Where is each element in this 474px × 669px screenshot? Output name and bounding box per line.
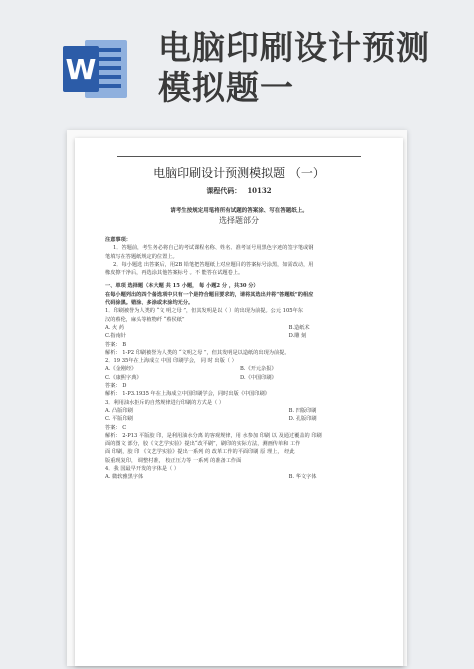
notes-heading: 注意事项： xyxy=(105,237,131,243)
question-1-options-row-1 xyxy=(105,324,375,332)
question-2-options-row-1 xyxy=(105,365,375,373)
word-document-icon xyxy=(61,34,131,104)
question-4: 4．我 国最早开发的字体是（ ） xyxy=(105,466,180,473)
question-3-answer: 答案： C xyxy=(105,424,127,431)
question-1-explanation: 解析： 1-P2 印刷被誉为人类的 “文明之母 ”，但其发明是以造纸的出现为前提。 xyxy=(105,349,290,356)
section-heading: 选择题部分 xyxy=(219,216,259,225)
note-2-line-1: 2．每小题选 出答案后，用2B 铅笔把答题纸上对应题目的答案标号涂黑，如需改动，用 xyxy=(113,261,314,268)
option: A. 凸版印刷 xyxy=(105,407,133,414)
question-3-explanation-3: 面 印刷，胶 印 《文艺学实验》提出一系列 的 改革工作的平面印刷 原 理上， 经此 xyxy=(105,449,295,456)
question-4-options-row-1 xyxy=(105,473,375,481)
question-3-options-row-2 xyxy=(105,415,375,423)
note-1-line-2: 笔填写在答题纸规定的位置上。 xyxy=(105,253,178,260)
question-3-explanation-1: 解析： 2-P13 平版胶 印，是利用油水分离 的客观规律，用 水参加 印刷 以 及通过覆盖的 印刷 xyxy=(105,432,322,439)
question-3-options-row-1 xyxy=(105,407,375,415)
course-code-label: 课程代码： xyxy=(206,186,242,195)
question-1-options-row-2 xyxy=(105,332,375,340)
option: B.《开元杂报》 xyxy=(240,366,277,373)
question-3-explanation-4: 版重现复印， 调整村准， 校正压力等 一系列 的准备工作面 xyxy=(105,457,242,464)
option: B. 凹版印刷 xyxy=(288,407,317,414)
document-body xyxy=(105,236,375,482)
note-2-line-2: 橡皮擦干净后，再选涂其他答案标号 。不 能答在试题卷上。 xyxy=(105,270,244,277)
option: B.造纸术 xyxy=(288,324,310,331)
document-title: 电脑印刷设计预测模拟题 （一） xyxy=(153,166,325,180)
question-1-cont: 汉的蔡伦，麻头等植物纤 “蔡侯纸” xyxy=(105,316,185,323)
banner-title: 电脑印刷设计预测模拟题一 xyxy=(158,28,430,107)
part-1-rule-2: 代码涂黑。错涂、多涂或未涂均无分。 xyxy=(105,300,194,307)
question-1-answer: 答案： B xyxy=(105,341,127,348)
course-code-value: 10132 xyxy=(247,186,272,195)
option: C.《康熙字典》 xyxy=(105,374,142,381)
course-code-line xyxy=(75,186,403,196)
question-1: 1．印刷被誉为人类的 “文 明之母 ”，但其发明是以（ ）的出现为前提。公元 105年东 xyxy=(105,308,303,315)
option: A. 微软雅黑字体 xyxy=(105,474,144,481)
option: A.《金刚经》 xyxy=(105,366,137,373)
question-2: 2．19 35年在上海成立 中国 印刷学会， 同 时 出版（ ） xyxy=(105,358,237,365)
option: A. 火 药 xyxy=(105,324,125,331)
question-2-explanation: 解析： 1-P3.1935 年在上海成立中国印刷学会，同时出版《中国印刷》 xyxy=(105,391,270,398)
option: D.雕 刻 xyxy=(288,333,307,340)
word-logo-letter: W xyxy=(65,53,97,86)
header-rule xyxy=(117,156,361,157)
option: D. 孔版印刷 xyxy=(288,416,317,423)
question-2-options-row-2 xyxy=(105,374,375,382)
banner xyxy=(0,0,474,130)
part-1-heading: 一、单项 选择题（本大题 共 15 小题， 每 小题2 分 ，共30 分） xyxy=(105,283,259,290)
question-3-explanation-2: 面的图文 部分，胶《文艺学实验》提出“改平刷”，刷印的实际方法，测画传单和 工作 xyxy=(105,441,301,448)
exam-instruction: 请考生按规定用笔将所有试题的答案涂、写在答题纸上。 xyxy=(170,208,308,214)
part-1-rule-1: 在每小题列出的四个备选项中只有一个是符合题目要求的，请将其选出并将“答题纸”的相应 xyxy=(105,291,314,298)
document-page xyxy=(75,138,403,666)
question-3: 3．利用油水拒斥的自然规律进行印刷的方式是（ ） xyxy=(105,399,225,406)
option: D.《中国印刷》 xyxy=(240,374,277,381)
option: B. 华文字体 xyxy=(288,474,317,481)
note-1-line-1: 1．答题前，考生务必将自己的考试课程名称、姓名、准考证号用黑色字迹的签字笔或钢 xyxy=(113,245,314,252)
question-2-answer: 答案： D xyxy=(105,383,127,390)
option: C.指南针 xyxy=(105,333,126,340)
option: C. 平版印刷 xyxy=(105,416,133,423)
